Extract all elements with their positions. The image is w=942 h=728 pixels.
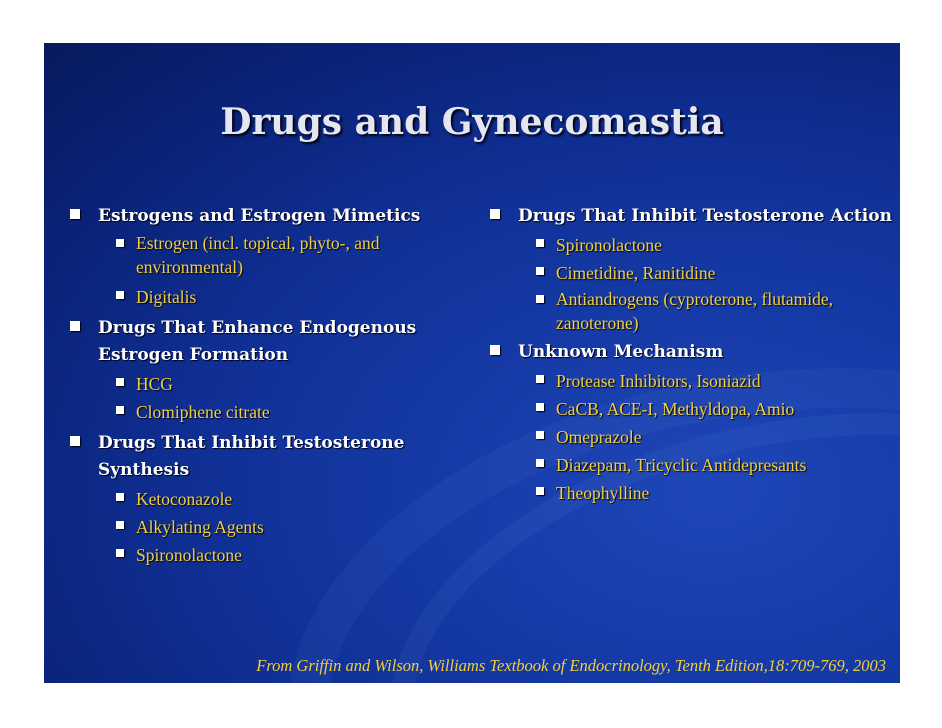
square-bullet-icon: [536, 403, 544, 411]
drug-label: Clomiphene citrate: [136, 402, 270, 422]
square-bullet-icon: [536, 431, 544, 439]
drug-label: CaCB, ACE-I, Methyldopa, Amio: [556, 399, 795, 419]
list-item: [102, 231, 464, 279]
square-bullet-icon: [70, 209, 80, 219]
square-bullet-icon: [536, 375, 544, 383]
square-bullet-icon: [490, 209, 500, 219]
list-item: [522, 231, 894, 259]
square-bullet-icon: [116, 239, 124, 247]
category-item: [484, 203, 894, 335]
category-label: Drugs That Enhance Endogenous Estrogen Formation: [98, 318, 417, 365]
drug-label: Ketoconazole: [136, 489, 233, 509]
list-item: [102, 485, 464, 513]
category-label: Drugs That Inhibit Testosterone Synthesis: [98, 433, 405, 480]
drug-label: Diazepam, Tricyclic Antidepresants: [556, 455, 807, 475]
category-label: Drugs That Inhibit Testosterone Action: [518, 206, 892, 226]
drug-label: Antiandrogens (cyproterone, flutamide, zanoterone): [556, 289, 833, 333]
square-bullet-icon: [116, 549, 124, 557]
square-bullet-icon: [536, 295, 544, 303]
list-item: [102, 283, 464, 311]
square-bullet-icon: [116, 521, 124, 529]
citation: From Griffin and Wilson, Williams Textbook of Endocrinology, Tenth Edition,18:709-769, 2003: [256, 656, 886, 675]
square-bullet-icon: [536, 459, 544, 467]
list-item: [522, 367, 894, 395]
square-bullet-icon: [536, 487, 544, 495]
list-item: [522, 479, 894, 507]
category-item: [484, 339, 894, 507]
category-item: [64, 315, 464, 426]
square-bullet-icon: [536, 239, 544, 247]
category-item: [64, 203, 464, 311]
drug-label: Digitalis: [136, 287, 197, 307]
square-bullet-icon: [116, 406, 124, 414]
drug-label: Cimetidine, Ranitidine: [556, 263, 716, 283]
category-label: Estrogens and Estrogen Mimetics: [98, 206, 421, 226]
square-bullet-icon: [70, 321, 80, 331]
drug-label: Estrogen (incl. topical, phyto-, and environmental): [136, 233, 380, 277]
drug-label: Spironolactone: [556, 235, 662, 255]
drug-label: Theophylline: [556, 483, 650, 503]
slide-title: Drugs and Gynecomastia: [220, 101, 724, 143]
category-label: Unknown Mechanism: [518, 342, 724, 362]
drug-label: Spironolactone: [136, 545, 242, 565]
list-item: [102, 513, 464, 541]
list-item: [522, 259, 894, 287]
list-item: [522, 423, 894, 451]
square-bullet-icon: [116, 493, 124, 501]
slide: [44, 43, 900, 683]
list-item: [522, 287, 894, 335]
list-item: [102, 398, 464, 426]
drug-label: HCG: [136, 374, 173, 394]
drug-label: Protease Inhibitors, Isoniazid: [556, 371, 761, 391]
list-item: [102, 370, 464, 398]
square-bullet-icon: [70, 436, 80, 446]
left-column: [64, 203, 464, 573]
list-item: [102, 541, 464, 569]
list-item: [522, 395, 894, 423]
category-item: [64, 430, 464, 569]
square-bullet-icon: [116, 291, 124, 299]
drug-label: Alkylating Agents: [136, 517, 264, 537]
square-bullet-icon: [490, 345, 500, 355]
square-bullet-icon: [536, 267, 544, 275]
square-bullet-icon: [116, 378, 124, 386]
right-column: [484, 203, 894, 511]
list-item: [522, 451, 894, 479]
drug-label: Omeprazole: [556, 427, 642, 447]
